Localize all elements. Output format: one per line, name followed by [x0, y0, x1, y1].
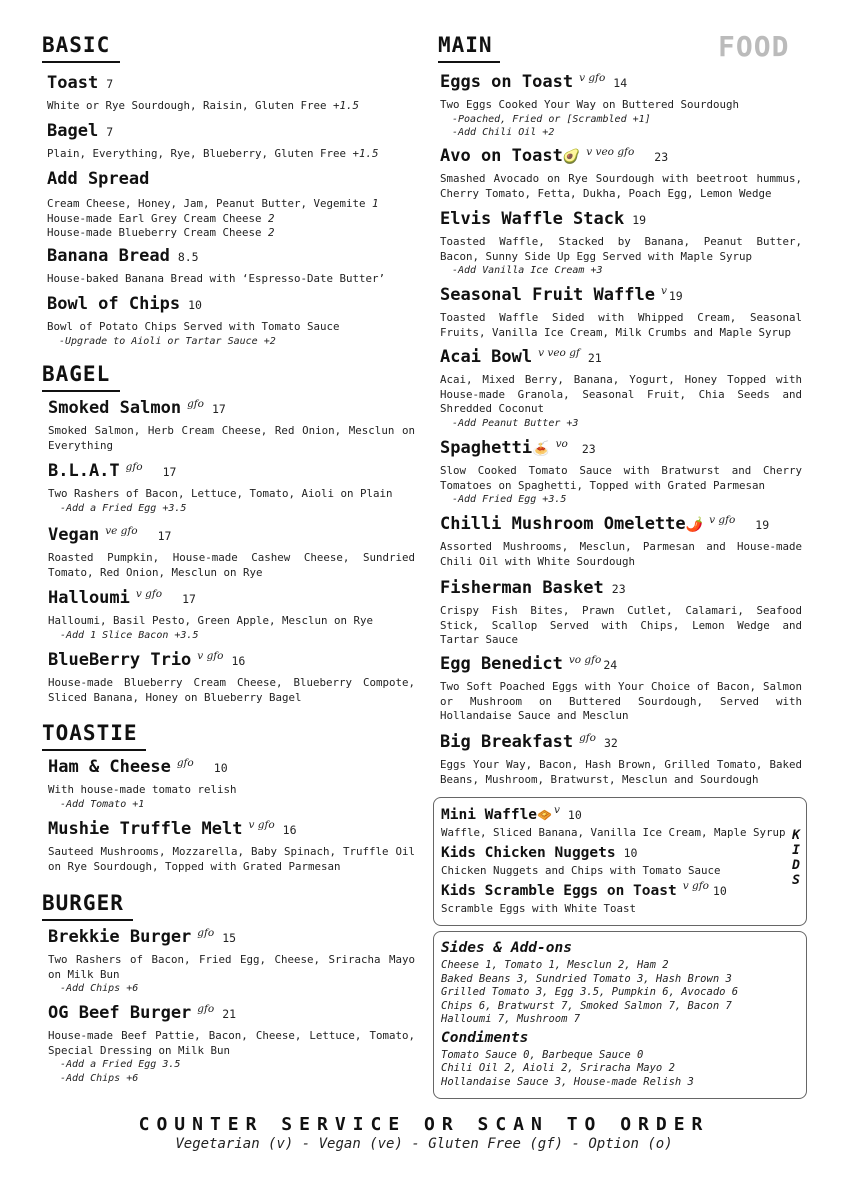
menu-item-smoked-salmon	[48, 398, 415, 453]
item-name: Chilli Mushroom Omelette	[440, 514, 686, 534]
menu-item-elvis-waffle-stack	[440, 209, 802, 278]
item-price: 19	[755, 518, 770, 532]
item-price: 19	[668, 289, 683, 303]
item-name: Eggs on Toast	[440, 72, 574, 92]
item-price: 15	[222, 931, 237, 945]
item-addon: -Add Chili Oil +2	[452, 127, 555, 138]
food-heading: FOOD	[718, 30, 790, 63]
menu-item-acai-bowl	[440, 347, 802, 430]
item-description: House-made Blueberry Cream Cheese, Blueberry Compote, Sliced Banana, Honey on Blueberry Bagel	[48, 676, 415, 704]
item-price: 24	[603, 658, 618, 672]
item-description: Assorted Mushrooms, Mesclun, Parmesan and House-made Chili Oil with White Sourdough	[440, 540, 802, 568]
item-price: 17	[212, 402, 226, 416]
sides-line: Cheese 1, Tomato 1, Mesclun 2, Ham 2	[441, 959, 669, 971]
item-price: 10	[712, 884, 727, 898]
item-addon: -Add Peanut Butter +3	[452, 417, 579, 429]
section-title-bagel: BAGEL	[42, 362, 120, 392]
item-description: Scramble Eggs with White Toast	[441, 902, 637, 915]
condiments-line: Tomato Sauce 0, Barbeque Sauce 0	[441, 1048, 644, 1061]
menu-item-bagel	[47, 121, 417, 162]
item-description: Waffle, Sliced Banana, Vanilla Ice Cream, Maple Syrup	[441, 826, 786, 839]
menu-item-halloumi	[48, 588, 415, 642]
service-banner: COUNTER SERVICE OR SCAN TO ORDER	[138, 1114, 710, 1135]
item-price: 8.5	[177, 250, 199, 264]
menu-item-blat	[48, 461, 415, 515]
item-description: Eggs Your Way, Bacon, Hash Brown, Grilled Tomato, Baked Beans, Mushroom, Bratwurst, Mesclun and Sourdough	[440, 758, 802, 786]
menu-item-toast	[47, 73, 417, 114]
dietary-tags: v gfo	[682, 880, 709, 892]
item-name: Smoked Salmon	[48, 398, 182, 418]
item-price: 17	[162, 465, 177, 479]
item-name: Kids Scramble Eggs on Toast	[441, 883, 677, 899]
item-name: Banana Bread	[47, 246, 170, 266]
condiments-line: Hollandaise Sauce 3, House-made Relish 3	[441, 1075, 694, 1088]
sides-line: Baked Beans 3, Sundried Tomato 3, Hash Brown 3	[441, 972, 732, 985]
item-price: 7	[106, 77, 114, 91]
item-price: 17	[157, 529, 172, 543]
item-addon: -Add Chips +6	[60, 1072, 139, 1084]
dietary-tags: v gfo	[135, 588, 163, 600]
section-title-toastie: TOASTIE	[42, 721, 146, 751]
item-description: House-made Beef Pattie, Bacon, Cheese, Lettuce, Tomato, Special Dressing on Milk Bun	[48, 1029, 415, 1057]
item-addon: -Add Fried Egg +3.5	[452, 494, 567, 505]
item-name: Brekkie Burger	[48, 927, 192, 947]
item-description: Crispy Fish Bites, Prawn Cutlet, Calamari, Seafood Stick, Scallop Served with Chips, Lemon Wedge and Tartar Sauce	[440, 604, 802, 646]
menu-item-brekkie-burger	[48, 927, 415, 996]
item-description: Two Rashers of Bacon, Fried Egg, Cheese, Sriracha Mayo on Milk Bun	[48, 953, 415, 981]
item-name: Acai Bowl	[440, 347, 533, 367]
dietary-tags: v veo gfo	[586, 146, 635, 158]
item-addon: -Upgrade to Aioli or Tartar Sauce +2	[59, 335, 276, 347]
item-name: Big Breakfast	[440, 732, 574, 752]
item-description: Chicken Nuggets and Chips with Tomato Sauce	[441, 864, 721, 877]
item-addon: -Add a Fried Egg +3.5	[60, 502, 187, 514]
item-price: 32	[604, 736, 618, 750]
item-description: Two Rashers of Bacon, Lettuce, Tomato, Aioli on Plain	[48, 487, 393, 500]
item-description: Smoked Salmon, Herb Cream Cheese, Red Onion, Mesclun on Everything	[48, 424, 415, 452]
item-name: BlueBerry Trio	[48, 650, 192, 670]
item-name: Add Spread	[47, 169, 150, 189]
item-price: 14	[613, 76, 628, 90]
kids-item-mini-waffle	[441, 804, 786, 839]
item-price: 23	[611, 582, 626, 596]
item-addon: -Add 1 Slice Bacon +3.5	[60, 629, 199, 641]
sides-line: Halloumi 7, Mushroom 7	[441, 1013, 581, 1025]
section-title-main: MAIN	[438, 33, 500, 63]
condiments-title: Condiments	[441, 1029, 529, 1046]
item-description: Halloumi, Basil Pesto, Green Apple, Mesclun on Rye	[48, 614, 374, 627]
dietary-tags: v gfo	[197, 650, 224, 662]
item-price: 10	[188, 298, 202, 312]
dietary-legend: Vegetarian (v) - Vegan (ve) - Gluten Free (gf) - Option (o)	[175, 1136, 673, 1152]
dietary-tags: gfo	[197, 927, 215, 939]
kids-item-scramble-eggs	[441, 880, 727, 915]
menu-item-ham-cheese	[48, 757, 415, 811]
item-description: Roasted Pumpkin, House-made Cashew Cheese, Sundried Tomato, Red Onion, Mesclun on Rye	[48, 551, 415, 579]
item-description: Two Eggs Cooked Your Way on Buttered Sourdough	[440, 98, 740, 111]
dietary-tags: gfo	[187, 398, 204, 410]
menu-item-og-beef-burger	[48, 1003, 415, 1085]
dietary-tags: v	[553, 804, 560, 816]
dietary-tags: v gfo	[579, 72, 606, 84]
item-price: 10	[213, 761, 228, 775]
menu-item-egg-benedict	[440, 654, 802, 724]
dietary-tags: v gfo	[709, 514, 736, 526]
menu-item-banana-bread	[47, 246, 417, 287]
menu-item-fisherman-basket	[440, 578, 802, 648]
dietary-tags: gfo	[176, 757, 194, 769]
item-price: 16	[282, 823, 297, 837]
item-name: Bowl of Chips	[47, 294, 181, 314]
menu-item-chilli-mushroom-omelette	[440, 514, 802, 569]
dietary-tags: vo gfo	[568, 654, 602, 666]
item-name: Bagel	[47, 121, 99, 141]
kids-item-chicken-nuggets	[441, 842, 721, 877]
item-description: Toasted Waffle Sided with Whipped Cream, Seasonal Fruits, Vanilla Ice Cream, Milk Crumbs and Maple Syrup	[440, 311, 802, 339]
item-price: 10	[623, 846, 638, 860]
spaghetti-icon: 🍝	[532, 441, 550, 457]
item-price: 21	[587, 351, 602, 365]
chili-pepper-icon: 🌶️	[685, 517, 704, 533]
item-addon: -Poached, Fried or [Scrambled +1]	[452, 113, 651, 125]
section-title-basic: BASIC	[42, 33, 120, 63]
item-price: 10	[567, 808, 582, 822]
item-description: Smashed Avocado on Rye Sourdough with beetroot hummus, Cherry Tomato, Fetta, Dukha, Poach Egg, Lemon Wedge	[440, 172, 802, 200]
item-addon: -Add Vanilla Ice Cream +3	[452, 265, 603, 276]
condiments-line: Chili Oil 2, Aioli 2, Sriracha Mayo 2	[441, 1062, 675, 1074]
item-name: Avo on Toast	[440, 146, 563, 166]
item-description: Bowl of Potato Chips Served with Tomato Sauce	[47, 320, 340, 333]
item-name: Mini Waffle	[441, 807, 538, 823]
avocado-icon: 🥑	[562, 149, 581, 165]
dietary-tags: v	[660, 285, 667, 297]
item-name: B.L.A.T	[48, 461, 120, 481]
item-description: White or Rye Sourdough, Raisin, Gluten Free +1.5	[47, 99, 360, 112]
menu-item-big-breakfast	[440, 732, 802, 787]
item-name: Kids Chicken Nuggets	[441, 845, 616, 861]
item-description: House-baked Banana Bread with ‘Espresso-Date Butter’	[47, 272, 386, 285]
item-description: Slow Cooked Tomato Sauce with Bratwurst and Cherry Tomatoes on Spaghetti, Topped with Grated Parmesan	[440, 464, 802, 492]
item-price: 17	[182, 592, 196, 606]
item-name: Seasonal Fruit Waffle	[440, 285, 655, 305]
item-name: Toast	[47, 73, 99, 93]
item-description: Two Soft Poached Eggs with Your Choice of Bacon, Salmon or Mushroom on Buttered Sourdough, Served with Hollandaise Sauce and Mesclun	[440, 680, 802, 722]
item-description: Sauteed Mushrooms, Mozzarella, Baby Spinach, Truffle Oil on Rye Sourdough, Topped with Grated Parmesan	[48, 845, 415, 873]
menu-item-mushie-truffle-melt	[48, 819, 415, 874]
item-description: Toasted Waffle, Stacked by Banana, Peanut Butter, Bacon, Sunny Side Up Egg Served with Maple Syrup	[440, 235, 802, 263]
sides-line: Grilled Tomato 3, Egg 3.5, Pumpkin 6, Avocado 6	[441, 986, 739, 998]
item-name: Mushie Truffle Melt	[48, 819, 243, 839]
item-price: 23	[654, 150, 669, 164]
item-name: Vegan	[48, 525, 100, 545]
menu-item-vegan	[48, 525, 415, 580]
item-name: Ham & Cheese	[48, 757, 171, 777]
item-name: OG Beef Burger	[48, 1003, 192, 1023]
item-name: Egg Benedict	[440, 654, 563, 674]
item-addon: -Add Chips +6	[60, 983, 139, 994]
dietary-tags: vo	[555, 438, 568, 450]
item-addon: -Add Tomato +1	[60, 798, 145, 810]
sides-addons-box	[433, 931, 807, 1099]
dietary-tags: ve gfo	[105, 525, 138, 537]
item-name: Elvis Waffle Stack	[440, 209, 625, 229]
item-price: 16	[231, 654, 246, 668]
item-price: 23	[581, 442, 596, 456]
item-description: With house-made tomato relish	[48, 783, 237, 796]
menu-item-seasonal-fruit-waffle	[440, 285, 802, 340]
waffle-icon: 🧇	[537, 808, 552, 822]
dietary-tags: gfo	[197, 1003, 215, 1015]
item-price: 21	[222, 1007, 237, 1021]
item-name: Halloumi	[48, 588, 130, 608]
item-description: Acai, Mixed Berry, Banana, Yogurt, Honey Topped with House-made Granola, Seasonal Fruit, Chia Seeds and Shredded Coconut	[440, 373, 802, 415]
item-description: Plain, Everything, Rye, Blueberry, Gluten Free +1.5	[47, 147, 379, 160]
item-name: Fisherman Basket	[440, 578, 604, 598]
item-price: 19	[632, 213, 647, 227]
item-description: Cream Cheese, Honey, Jam, Peanut Butter, Vegemite 1 House-made Earl Grey Cream Cheese 2 House-made Blueberry Cream Cheese 2	[47, 197, 379, 239]
menu-item-spaghetti	[440, 438, 802, 507]
dietary-tags: v gfo	[248, 819, 275, 831]
sides-line: Chips 6, Bratwurst 7, Smoked Salmon 7, Bacon 7	[441, 999, 732, 1012]
menu-item-eggs-on-toast	[440, 72, 802, 140]
sides-title: Sides & Add-ons	[441, 940, 572, 956]
dietary-tags: gfo	[579, 732, 596, 744]
menu-item-add-spread	[47, 169, 417, 241]
dietary-tags: gfo	[125, 461, 143, 473]
menu-item-avo-on-toast	[440, 146, 802, 201]
section-title-burger: BURGER	[42, 891, 133, 921]
item-addon: -Add a Fried Egg 3.5	[60, 1059, 181, 1070]
menu-item-blueberry-trio	[48, 650, 415, 705]
menu-item-bowl-of-chips	[47, 294, 417, 348]
kids-menu-box	[433, 797, 807, 926]
item-price: 7	[106, 125, 114, 139]
item-name: Spaghetti	[440, 438, 533, 458]
dietary-tags: v veo gf	[538, 347, 580, 359]
kids-vertical-label: KIDS	[792, 828, 800, 888]
